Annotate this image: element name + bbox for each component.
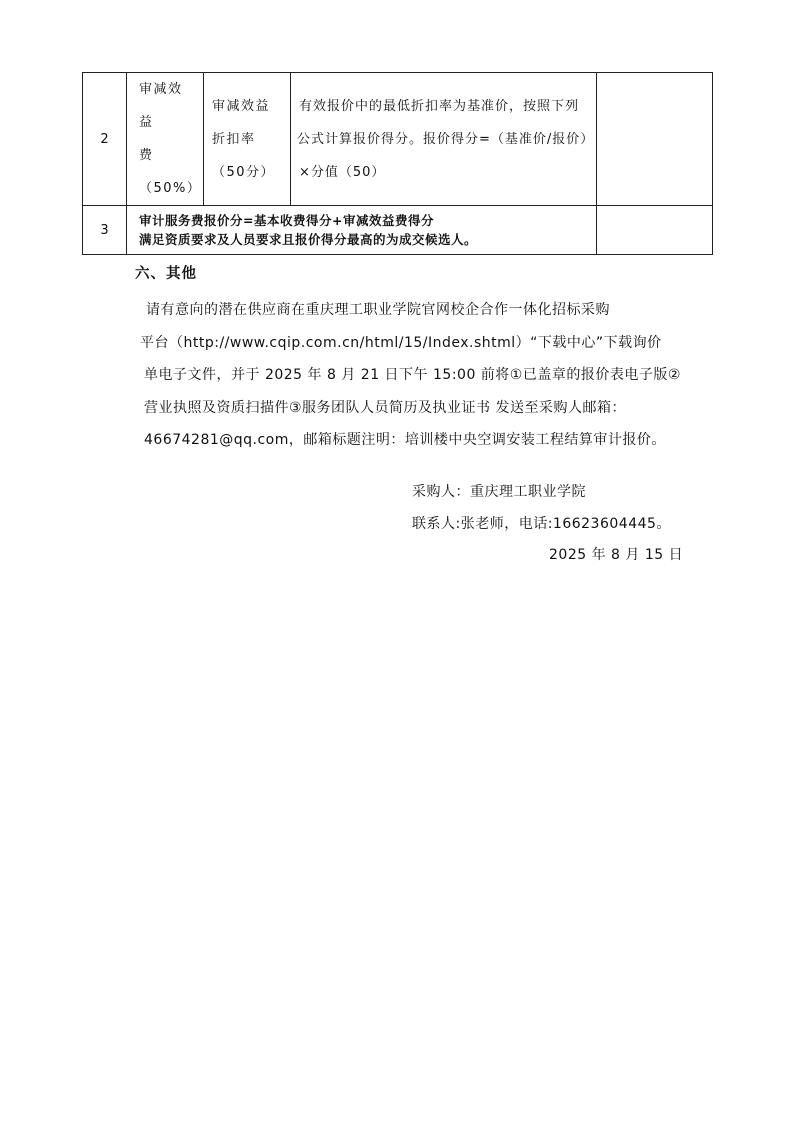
row-number: 2 xyxy=(83,73,127,206)
scoring-rule-cell xyxy=(291,73,597,206)
scoring-rule-line: 公式计算报价得分。报价得分=（基准价/报价） xyxy=(297,131,595,147)
paragraph-line: 营业执照及资质扫描件③服务团队人员简历及执业证书 发送至采购人邮箱： xyxy=(144,399,626,416)
scoring-item-cell xyxy=(127,73,204,206)
section-paragraph xyxy=(140,294,681,457)
contact-info: 联系人:张老师，电话:16623604445。 xyxy=(412,516,671,532)
section-heading: 六、其他 xyxy=(135,266,197,282)
summary-line: 审计服务费报价分=基本收费得分+审减效益费得分 xyxy=(139,213,434,228)
scoring-item-line: 费（50%） xyxy=(139,148,202,196)
row-number: 3 xyxy=(83,206,127,255)
sub-item-line: 折扣率 xyxy=(212,131,256,147)
paragraph-line: 单电子文件，并于 2025 年 8 月 21 日下午 15:00 前将①已盖章的报价表电子版② xyxy=(144,367,681,383)
paragraph-line: 平台（http://www.cqip.com.cn/html/15/Index.shtml）“下载中心”下载询价 xyxy=(140,334,662,351)
paragraph-line: 46674281@qq.com，邮箱标题注明：培训楼中央空调安装工程结算审计报价。 xyxy=(144,432,666,448)
sub-item-cell xyxy=(204,73,291,206)
remark-cell xyxy=(597,206,713,255)
buyer-signature: 采购人：重庆理工职业学院 xyxy=(412,484,586,500)
table-row xyxy=(83,73,713,206)
sub-item-line: 审减效益 xyxy=(212,98,271,114)
table-row xyxy=(83,206,713,255)
summary-line: 满足资质要求及人员要求且报价得分最高的为成交候选人。 xyxy=(139,232,478,247)
sub-item-line: （50分） xyxy=(212,164,276,180)
paragraph-line: 请有意向的潜在供应商在重庆理工职业学院官网校企合作一体化招标采购 xyxy=(146,302,610,318)
summary-cell xyxy=(127,206,597,255)
scoring-table xyxy=(82,72,713,255)
scoring-rule-line: ×分值（50） xyxy=(299,164,386,180)
document-date: 2025 年 8 月 15 日 xyxy=(549,547,684,563)
remark-cell xyxy=(597,73,713,206)
scoring-rule-line: 有效报价中的最低折扣率为基准价，按照下列 xyxy=(299,98,580,114)
scoring-item-line: 审减效益 xyxy=(139,82,183,130)
